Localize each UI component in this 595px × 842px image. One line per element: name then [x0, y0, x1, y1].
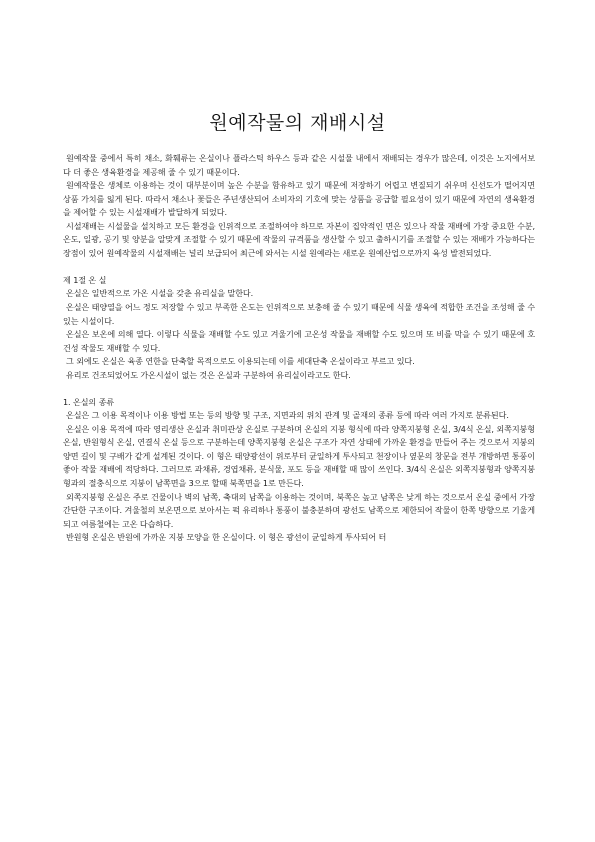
paragraph-gap — [63, 382, 535, 396]
subsection-heading: 1. 온실의 종류 — [63, 396, 115, 407]
section-paragraph: 온실은 일반적으로 가온 시설을 갖춘 유리실을 말한다. — [66, 288, 254, 299]
subsection-paragraph: 외쪽지붕형 온실은 주로 건물이나 벽의 남쪽, 축대의 남쪽을 이용하는 것이며, 북쪽은 높고 남쪽은 낮게 하는 것으로서 온실 중에서 가장 간단한 구조이다. 겨울철의 보온면으로 보아서는 퍽 유리하나 통풍이 불충분하며 광선도 남쪽으로 제한되어 작물이 한쪽 방향으로 기울게 되고 여름철에는 고온 다습하다. — [63, 491, 535, 529]
section-heading: 제 1절 온 실 — [63, 274, 107, 285]
section-paragraph: 온실은 태양열을 어느 정도 저장할 수 있고 부족한 온도는 인위적으로 보충해 줄 수 있기 때문에 식물 생육에 적합한 조건을 조성해 줄 수 있는 시설이다. — [63, 301, 535, 326]
section-paragraph: 그 외에도 온실은 육종 연한을 단축할 목적으로도 이용되는데 이를 세대단축 온실이라고 부르고 있다. — [66, 356, 415, 367]
intro-paragraph: 원예작물 중에서 특히 채소, 화훼류는 온실이나 플라스틱 하우스 등과 같은 시설물 내에서 재배되는 경우가 많은데, 이것은 노지에서보다 더 좋은 생육환경을 제공해 줄 수 있기 때문이다. — [63, 153, 535, 177]
section-paragraph: 유리로 건조되었어도 가온시설이 없는 것은 온실과 구분하여 유리실이라고도 한다. — [66, 369, 351, 380]
paragraph-gap — [63, 260, 535, 274]
subsection-paragraph: 반원형 온실은 반원에 가까운 지붕 모양을 한 온실이다. 이 형은 광선이 균일하게 투사되어 터 — [66, 532, 387, 543]
section-paragraph: 온실은 보온에 의해 열다. 이렇다 식물을 재배할 수도 있고 겨울기에 고온성 작물을 재배할 수도 있으며 또 비를 막을 수 있기 때문에 호건성 작물도 재배할 수 있다. — [63, 329, 535, 353]
document-title: 원예작물의 재배시설 — [209, 112, 386, 134]
document-body — [63, 152, 535, 545]
intro-paragraph: 원예작물은 생체로 이용하는 것이 대부분이며 높은 수분을 함유하고 있기 때문에 저장하기 어렵고 변질되기 쉬우며 신선도가 떨어지면 상품 가치를 잃게 된다. 따라서 채소나 꽃들은 주년생산되어 소비자의 기호에 맞는 상품을 공급할 필요성이 있기 때문에 자연의 생육환경을 제어할 수 있는 시설재배가 발달하게 되었다. — [63, 180, 535, 218]
intro-paragraph: 시설재배는 시설물을 설치하고 모든 환경을 인위적으로 조절하여야 하므로 자본이 집약적인 면은 있으나 작물 재배에 가장 중요한 수분, 온도, 일광, 공기 및 양분을 알맞게 조절할 수 있기 때문에 작물의 규격품을 생산할 수 있고 출하시기를 조절할 수 있는 재배가 가능하다는 장점이 있어 원예작물의 시설재배는 널리 보급되어 최근에 와서는 시설 원예라는 새로운 원예산업으로까지 육성 발전되었다. — [63, 220, 535, 258]
subsection-paragraph: 온실은 그 이용 목적이나 이용 방법 또는 등의 방향 및 구조, 지면과의 위치 관계 및 골재의 종류 등에 따라 여러 가지로 분류된다. — [66, 410, 509, 421]
subsection-paragraph: 온실은 이용 목적에 따라 영리생산 온실과 취미관상 온실로 구분하며 온실의 지붕 형식에 따라 양쪽지붕형 온실, 3/4식 온실, 외쪽지붕형 온실, 반원형식 온실, 연결식 온실 등으로 구분하는데 양쪽지붕형 온실은 구조가 자연 상태에 가까운 환경을 만들어 주는 것으로서 지붕의 양면 길이 및 구배가 같게 설계된 것이다. 이 형은 태양광선이 위로부터 균일하게 투사되고 천장이나 옆문의 창문을 전부 개방하면 통풍이 좋아 작물 재배에 적당하다. 그러므로 과채류, 경엽채류, 분식물, 포도 등을 재배할 때 많이 쓰인다. 3/4식 온실은 외쪽지붕형과 양쪽지붕형과의 절충식으로 지붕이 남쪽면을 3으로 할때 북쪽면을 1로 만든다. — [63, 423, 535, 489]
